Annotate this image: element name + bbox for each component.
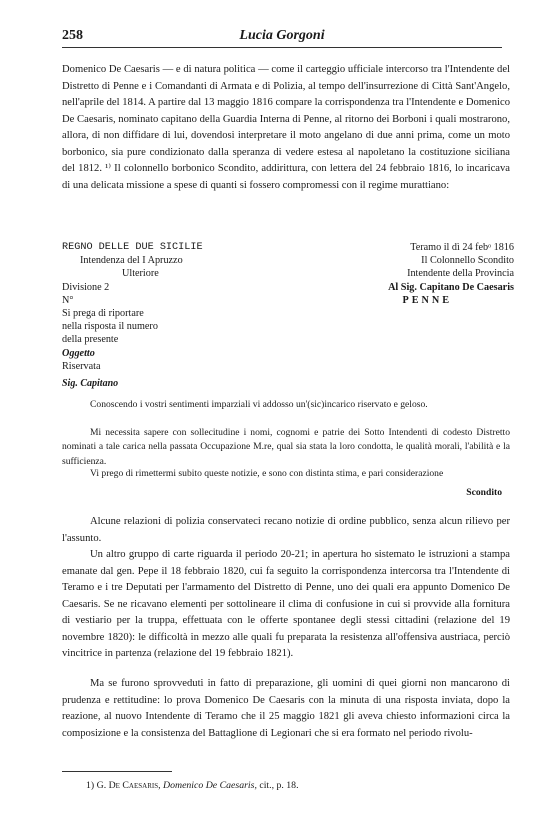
letterhead-instruction-3: della presente (62, 334, 119, 346)
letterhead-division: Divisione 2 (62, 281, 110, 293)
page-number: 258 (62, 28, 83, 43)
letter-sender: Il Colonnello Scondito (421, 255, 514, 267)
paragraph-2: Alcune relazioni di polizia conservateci recano notizie di ordine pubblico, senza alcun rilievo per l'assunto. (62, 516, 510, 544)
letter-header-left (62, 241, 292, 373)
letter-signature: Scondito (466, 487, 502, 498)
letter-recipient: Al Sig. Capitano De Caesaris (388, 281, 514, 293)
footnote (86, 780, 299, 791)
paragraph-1: Domenico De Caesaris — e di natura politica — come il carteggio ufficiale intercorso tra l'Intendente del Distretto di Penne e i Comandanti di Armata e di Polizia, al tempo dell'insurrezione di Città Sant'Angelo, nell'aprile del 1814. A partire dal 13 maggio 1816 compare la corrispondenza tra l'Intendente e Domenico De Caesaris, nominato capitano della Guardia Interna di Penne, al ritorno dei Borboni i quali mostrarono, allora, di non diffidare di lui, dovendosi interpretare il moto angelano di due anni prima, come un moto borbonico, sia pure condizionato dalla speranza di vedere estesa al napoletano la costituzione siciliana del 1812. ¹⁾ Il colonnello borbonico Scondito, addirittura, con lettera del 24 febbraio 1816, lo incaricava di una delicata missione a spese di quanti si fossero compromessi con il regime murattiano: (62, 64, 510, 191)
letterhead-instruction-1: Si prega di riportare (62, 308, 144, 320)
letterhead-number: N° (62, 294, 74, 306)
paragraph-3: Un altro gruppo di carte riguarda il periodo 20-21; in apertura ho sistemato le istruzioni a stampa emanate dal gen. Pepe il 18 febbraio 1820, cui fa seguito la corrispondenza intercorsa tra l'Intendente di Teramo e i tre Deputati per l'armamento del Distretto di Penne, uno dei quali era appunto Domenico De Caesaris. Se ne ricavano elementi per sottolineare il clima di confusione in cui si provvide alla fornitura di vestiario per la truppa, effettuata con le offerte spontanee degli stessi cittadini (relazione del 19 novembre 1820): le difficoltà in mezzo alle quali fu preparata la resistenza all'offensiva austriaca, perciò vincitrice in partenza (relazione del 19 febbraio 1821). (62, 549, 510, 659)
footnote-title: Domenico De Caesaris, (163, 780, 257, 791)
letter-date: Teramo il dì 24 febᵒ 1816 (410, 242, 514, 253)
paragraph-4: Ma se furono sprovveduti in fatto di preparazione, gli uomini di quei giorni non mancarono di prudenza e rettitudine: lo prova Domenico De Caesaris con la minuta di una risposta inviata, dopo la reazione, al nuovo Intendente di Teramo che il 25 maggio 1821 gli aveva chiesto informazioni circa la composizione e la consistenza del Battaglione di Legionari che si era formato nel periodo rivolu- (62, 678, 510, 739)
letter-destination: PENNE (402, 294, 452, 306)
letterhead-instruction-2: nella risposta il numero (62, 321, 158, 333)
header-rule (62, 47, 502, 48)
letter-header-right (322, 241, 514, 307)
letterhead-kingdom: REGNO DELLE DUE SICILIE (62, 242, 203, 253)
letterhead-object-value: Riservata (62, 360, 101, 372)
footnote-author: G. De Caesaris, (96, 780, 161, 791)
letter-paragraph-1: Conoscendo i vostri sentimenti imparziali vi addosso un'(sic)incarico riservato e geloso. (90, 399, 428, 410)
letter-sender-title: Intendente della Provincia (407, 268, 514, 280)
page-header (62, 28, 502, 46)
footnote-rule (62, 771, 172, 772)
running-title: Lucia Gorgoni (239, 28, 325, 43)
letterhead-object-label: Oggetto (62, 347, 95, 359)
letterhead-intendenza: Intendenza del I Apruzzo (80, 255, 183, 267)
letter-paragraph-3: Vi prego di rimettermi subito queste notizie, e sono con distinta stima, e pari considerazione (90, 468, 444, 479)
footnote-citation: cit., p. 18. (259, 780, 299, 791)
footnote-marker: 1) (86, 780, 95, 791)
letter-salutation: Sig. Capitano (62, 378, 119, 389)
letterhead-ulteriore: Ulteriore (122, 268, 159, 280)
letter-paragraph-2: Mi necessita sapere con sollecitudine i nomi, cognomi e patrie dei Sotto Intendenti di codesto Distretto nominati a tale carica nella passata Occupazione M.re, qual sia stata la loro condotta, le qualità morali, l'abilità e la sufficienza. (62, 427, 510, 467)
